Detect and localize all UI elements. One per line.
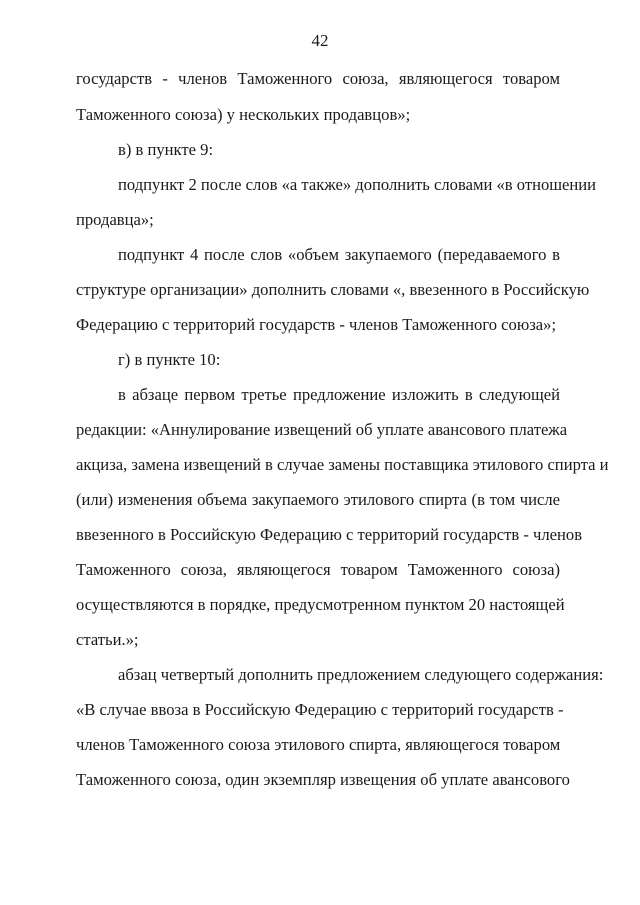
text-line: структуре организации» дополнить словами «, ввезенного в Российскую	[76, 280, 590, 299]
text-line: ввезенного в Российскую Федерацию с территорий государств - членов	[76, 525, 583, 544]
text-line: (или) изменения объема закупаемого этилового спирта (в том числе	[76, 490, 560, 509]
text-line: осуществляются в порядке, предусмотренном пунктом 20 настоящей	[76, 595, 565, 614]
text-line: редакции: «Аннулирование извещений об уплате авансового платежа	[76, 420, 568, 439]
text-line: членов Таможенного союза этилового спирта, являющегося товаром	[76, 735, 561, 754]
text-line: акциза, замена извещений в случае замены поставщика этилового спирта и	[76, 455, 609, 474]
text-line: подпункт 4 после слов «объем закупаемого (передаваемого в	[118, 245, 560, 264]
text-line: абзац четвертый дополнить предложением следующего содержания:	[118, 665, 604, 684]
text-line: г) в пункте 10:	[118, 350, 221, 369]
text-line: Федерацию с территорий государств - членов Таможенного союза»;	[76, 315, 557, 334]
page-number: 42	[311, 31, 329, 50]
text-line: продавца»;	[76, 210, 154, 229]
text-line: Таможенного союза) у нескольких продавцов»;	[76, 105, 411, 124]
text-line: в абзаце первом третье предложение изложить в следующей	[118, 385, 560, 404]
text-line: государств - членов Таможенного союза, являющегося товаром	[76, 69, 560, 88]
text-line: статьи.»;	[76, 630, 139, 649]
text-line: Таможенного союза, один экземпляр извещения об уплате авансового	[76, 770, 570, 789]
text-line: в) в пункте 9:	[118, 140, 214, 159]
text-line: «В случае ввоза в Российскую Федерацию с территорий государств -	[76, 700, 564, 719]
text-line: Таможенного союза, являющегося товаром Таможенного союза)	[76, 560, 560, 579]
text-line: подпункт 2 после слов «а также» дополнить словами «в отношении	[118, 175, 597, 194]
